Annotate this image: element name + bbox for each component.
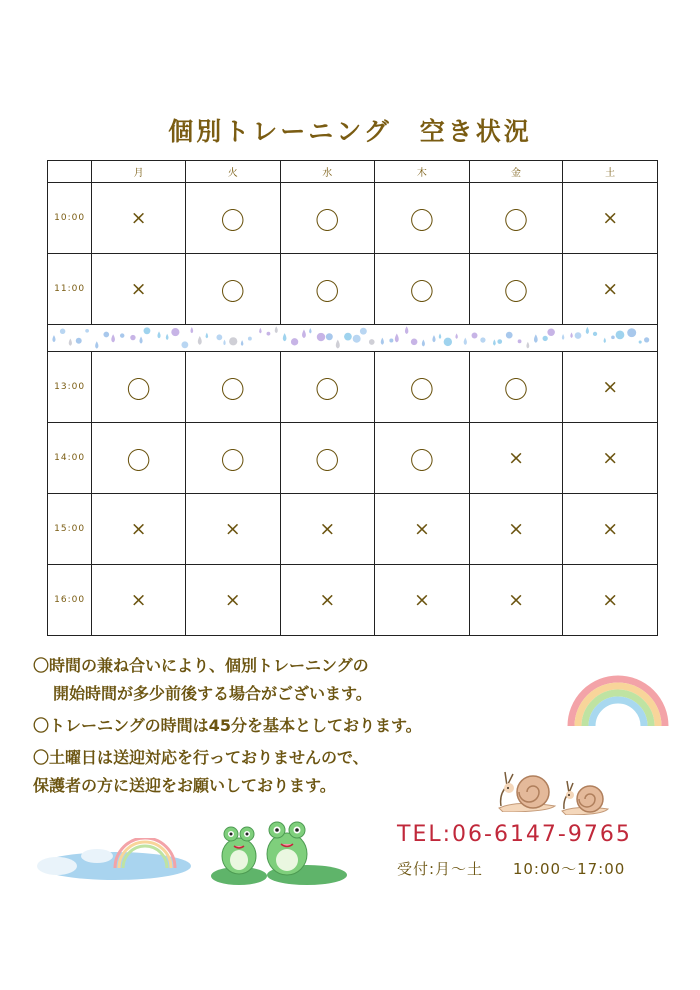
unavailable-mark: × — [508, 447, 524, 469]
availability-table — [47, 160, 658, 636]
rain-drop-icon — [493, 339, 496, 345]
availability-cell — [92, 352, 186, 423]
rain-drop-icon — [302, 330, 306, 339]
time-label: 11:00 — [48, 254, 92, 325]
note-line: 〇時間の兼ね合いにより、個別トレーニングの — [33, 656, 369, 675]
rain-dot-icon — [360, 328, 367, 335]
availability-cell — [185, 183, 280, 254]
rain-dot-icon — [518, 339, 522, 343]
rain-drop-icon — [223, 340, 225, 345]
time-slot-row — [48, 565, 658, 636]
available-mark: 〇 — [504, 206, 529, 235]
availability-cell — [92, 494, 186, 565]
snail-icon — [560, 775, 612, 815]
rain-drop-icon — [198, 336, 202, 345]
rain-drop-icon — [422, 339, 425, 346]
availability-cell — [185, 565, 280, 636]
rain-dot-icon — [317, 333, 325, 341]
available-mark: 〇 — [504, 277, 529, 306]
unavailable-mark: × — [508, 589, 524, 611]
rain-dot-icon — [229, 337, 237, 345]
time-slot-row — [48, 494, 658, 565]
availability-cell — [280, 565, 375, 636]
unavailable-mark: × — [130, 207, 147, 229]
available-mark: 〇 — [220, 206, 245, 235]
reception-time: 10:00～17:00 — [512, 860, 626, 878]
availability-cell — [92, 254, 186, 325]
rain-dot-icon — [369, 339, 375, 345]
rain-dot-icon — [627, 328, 636, 337]
corner-cell — [48, 161, 92, 183]
page-title: 個別トレーニング 空き状況 — [168, 117, 532, 146]
rain-drop-icon — [439, 333, 441, 338]
rain-dot-icon — [267, 332, 271, 336]
rain-drop-icon — [432, 335, 435, 342]
availability-cell — [375, 565, 470, 636]
rain-dot-icon — [480, 337, 485, 342]
rain-drop-icon — [275, 326, 278, 333]
rain-drop-icon — [464, 338, 467, 345]
time-label: 13:00 — [48, 352, 92, 423]
availability-cell — [563, 565, 658, 636]
rain-dot-icon — [120, 333, 124, 337]
availability-cell — [469, 423, 563, 494]
availability-cell — [469, 352, 563, 423]
availability-cell — [469, 254, 563, 325]
available-mark: 〇 — [409, 277, 434, 306]
unavailable-mark: × — [508, 518, 524, 540]
rain-drop-icon — [336, 340, 340, 349]
time-slot-row — [48, 352, 658, 423]
available-mark: 〇 — [409, 446, 434, 475]
rain-dot-icon — [216, 334, 222, 340]
rain-drop-icon — [241, 340, 244, 346]
reception-label: 受付:月～土 — [397, 860, 484, 878]
time-slot-row — [48, 183, 658, 254]
availability-cell — [280, 352, 375, 423]
rain-dot-icon — [85, 329, 89, 333]
available-mark: 〇 — [220, 375, 245, 404]
unavailable-mark: × — [602, 589, 619, 611]
day-header: 水 — [280, 161, 375, 183]
unavailable-mark: × — [130, 278, 147, 300]
availability-cell — [280, 254, 375, 325]
unavailable-mark: × — [602, 518, 619, 540]
available-mark: 〇 — [409, 206, 434, 235]
availability-cell — [375, 352, 470, 423]
available-mark: 〇 — [504, 375, 529, 404]
availability-cell — [185, 494, 280, 565]
note-line: 〇トレーニングの時間は45分を基本としております。 — [33, 716, 422, 735]
note-item — [33, 712, 573, 740]
puddle-rainbow-icon — [27, 838, 193, 884]
rain-dot-icon — [644, 337, 649, 342]
day-header: 月 — [92, 161, 186, 183]
unavailable-mark: × — [602, 278, 619, 300]
rain-drop-icon — [157, 331, 160, 338]
rain-drop-icon — [111, 334, 115, 342]
note-item — [33, 744, 573, 800]
unavailable-mark: × — [224, 589, 241, 611]
availability-cell — [469, 565, 563, 636]
rain-dot-icon — [639, 340, 642, 343]
rain-drop-icon — [562, 334, 565, 340]
unavailable-mark: × — [602, 447, 619, 469]
rain-dot-icon — [103, 332, 109, 338]
rain-drop-icon — [190, 327, 193, 333]
phone-number: TEL:06-6147-9765 — [397, 822, 632, 847]
rain-drop-icon — [381, 338, 384, 345]
rain-drop-icon — [95, 341, 98, 348]
availability-cell — [563, 254, 658, 325]
unavailable-mark: × — [602, 376, 619, 398]
rain-drop-icon — [166, 334, 169, 340]
rain-dot-icon — [181, 341, 188, 348]
rain-drop-icon — [206, 333, 209, 339]
availability-cell — [563, 352, 658, 423]
rain-dot-icon — [291, 338, 298, 345]
rain-dot-icon — [593, 332, 597, 336]
unavailable-mark: × — [224, 518, 241, 540]
time-label: 16:00 — [48, 565, 92, 636]
available-mark: 〇 — [220, 446, 245, 475]
note-line: 保護者の方に送迎をお願いしております。 — [33, 776, 336, 795]
day-header: 火 — [185, 161, 280, 183]
rain-drop-icon — [405, 326, 408, 334]
availability-cell — [375, 183, 470, 254]
available-mark: 〇 — [315, 277, 340, 306]
availability-cell — [375, 254, 470, 325]
availability-cell — [563, 494, 658, 565]
rain-drops-divider — [48, 325, 658, 352]
rain-drop-icon — [309, 328, 311, 334]
availability-cell — [375, 423, 470, 494]
available-mark: 〇 — [126, 446, 151, 475]
available-mark: 〇 — [315, 206, 340, 235]
availability-cell — [92, 183, 186, 254]
rain-drop-icon — [139, 337, 142, 344]
rain-drop-icon — [534, 334, 538, 342]
time-slot-row — [48, 423, 658, 494]
availability-cell — [92, 423, 186, 494]
frog-icon — [207, 820, 349, 886]
rain-drop-icon — [526, 342, 529, 349]
available-mark: 〇 — [409, 375, 434, 404]
note-item — [33, 652, 573, 708]
rain-dot-icon — [130, 335, 135, 340]
availability-cell — [469, 494, 563, 565]
time-slot-row — [48, 254, 658, 325]
lunch-break-row — [48, 325, 658, 352]
unavailable-mark: × — [130, 589, 147, 611]
rain-dot-icon — [616, 331, 625, 340]
day-header: 木 — [375, 161, 470, 183]
time-label: 14:00 — [48, 423, 92, 494]
day-header: 土 — [563, 161, 658, 183]
rain-dot-icon — [547, 329, 555, 337]
unavailable-mark: × — [319, 518, 336, 540]
reception-hours — [397, 858, 649, 879]
rain-dot-icon — [171, 328, 179, 336]
rain-dot-icon — [611, 336, 615, 340]
available-mark: 〇 — [315, 375, 340, 404]
time-label: 10:00 — [48, 183, 92, 254]
rain-dot-icon — [248, 337, 252, 341]
rain-dot-icon — [497, 339, 502, 344]
rain-drop-icon — [570, 332, 572, 338]
availability-cell — [92, 565, 186, 636]
rain-drop-icon — [52, 335, 55, 342]
rain-dot-icon — [444, 338, 452, 346]
rain-drop-icon — [69, 339, 72, 346]
day-header: 金 — [469, 161, 563, 183]
rain-dot-icon — [506, 332, 513, 339]
rain-dot-icon — [144, 327, 151, 334]
rain-dot-icon — [60, 329, 65, 334]
availability-cell — [469, 183, 563, 254]
available-mark: 〇 — [220, 277, 245, 306]
rain-dot-icon — [76, 338, 82, 344]
note-line: 〇土曜日は送迎対応を行っておりませんので、 — [33, 748, 369, 767]
rainbow-icon — [565, 668, 671, 730]
availability-cell — [185, 352, 280, 423]
unavailable-mark: × — [319, 589, 336, 611]
availability-cell — [280, 423, 375, 494]
rain-dot-icon — [326, 333, 333, 340]
availability-cell — [185, 423, 280, 494]
rain-dot-icon — [389, 339, 393, 343]
unavailable-mark: × — [602, 207, 619, 229]
available-mark: 〇 — [126, 375, 151, 404]
availability-cell — [563, 183, 658, 254]
rain-drop-icon — [283, 333, 287, 341]
rain-drop-icon — [586, 327, 589, 334]
unavailable-mark: × — [130, 518, 147, 540]
rain-dot-icon — [575, 332, 582, 339]
availability-cell — [375, 494, 470, 565]
unavailable-mark: × — [413, 589, 430, 611]
rain-drop-icon — [395, 334, 399, 343]
rain-dot-icon — [344, 333, 352, 341]
time-label: 15:00 — [48, 494, 92, 565]
availability-cell — [280, 494, 375, 565]
notes — [33, 652, 573, 804]
day-header-row — [48, 161, 658, 183]
rain-drop-icon — [604, 338, 606, 343]
availability-cell — [185, 254, 280, 325]
availability-cell — [280, 183, 375, 254]
unavailable-mark: × — [413, 518, 430, 540]
rain-dot-icon — [353, 335, 361, 343]
rain-dot-icon — [543, 336, 548, 341]
rain-dot-icon — [411, 339, 418, 346]
availability-cell — [563, 423, 658, 494]
snail-icon — [497, 764, 559, 812]
note-line: 開始時間が多少前後する場合がございます。 — [53, 684, 372, 703]
rain-drop-icon — [455, 333, 457, 339]
rain-dot-icon — [472, 333, 478, 339]
available-mark: 〇 — [315, 446, 340, 475]
rain-drop-icon — [259, 328, 262, 334]
